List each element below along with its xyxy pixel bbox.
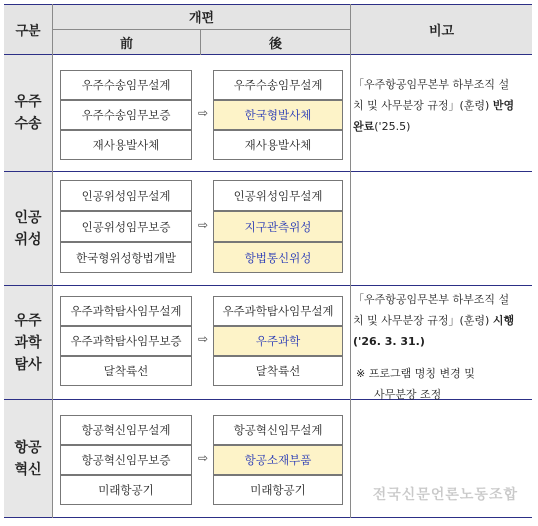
remark-emphasis: 완료 bbox=[353, 120, 375, 133]
remark-line bbox=[353, 95, 531, 116]
before-item bbox=[60, 130, 192, 160]
item-label: 우주수송임무설계 bbox=[81, 78, 171, 92]
arrow-icon: ⇨ bbox=[197, 332, 209, 346]
remark-line bbox=[353, 331, 531, 352]
before-item bbox=[60, 242, 192, 273]
before-item bbox=[60, 356, 192, 386]
before-item bbox=[60, 211, 192, 242]
category-aeronautics bbox=[4, 400, 52, 518]
rule-col-2 bbox=[350, 4, 351, 518]
arrow-icon: ⇨ bbox=[197, 106, 209, 120]
category-line: 수송 bbox=[14, 116, 42, 132]
item-label: 항공소재부품 bbox=[244, 453, 312, 467]
item-label: 재사용발사체 bbox=[244, 138, 312, 152]
remark-program-rename bbox=[356, 363, 532, 405]
rule-bottom bbox=[4, 517, 532, 518]
category-space-transport bbox=[4, 55, 52, 171]
category-line: 과학 bbox=[14, 334, 42, 351]
header-reorg bbox=[53, 4, 350, 29]
item-label: 우주수송임무보증 bbox=[81, 108, 171, 122]
category-line: 위성 bbox=[14, 231, 42, 248]
item-label: 우주과학탐사임무보증 bbox=[70, 334, 182, 348]
reorganization-table bbox=[4, 4, 532, 518]
rule-row-1 bbox=[4, 171, 532, 172]
item-label: 우주과학탐사임무설계 bbox=[222, 304, 334, 318]
rule-header bbox=[4, 54, 532, 55]
category-space-science bbox=[4, 286, 52, 399]
item-label: 우주과학 bbox=[255, 334, 301, 348]
item-label: 항공혁신임무설계 bbox=[233, 423, 323, 437]
item-label: 인공위성임무보증 bbox=[81, 219, 171, 234]
arrow-icon: ⇨ bbox=[197, 218, 209, 232]
item-label: 항공혁신임무보증 bbox=[81, 453, 171, 467]
remark-line bbox=[353, 116, 531, 137]
item-label: 재사용발사체 bbox=[92, 138, 160, 152]
remark-emphasis: 시행 bbox=[492, 314, 515, 327]
item-label: 한국형발사체 bbox=[244, 108, 312, 122]
rule-subheader bbox=[53, 29, 350, 30]
category-satellite bbox=[4, 172, 52, 285]
category-line: 탐사 bbox=[14, 356, 42, 373]
after-item-changed bbox=[213, 326, 343, 356]
item-label: 지구관측위성 bbox=[244, 219, 312, 234]
item-label: 미래항공기 bbox=[250, 483, 306, 497]
header-category bbox=[4, 4, 52, 54]
after-item bbox=[213, 130, 343, 160]
item-label: 미래항공기 bbox=[98, 483, 154, 497]
after-item bbox=[213, 356, 343, 386]
remark-line: 「우주항공임무본부 하부조직 설 bbox=[353, 293, 510, 306]
arrow-icon: ⇨ bbox=[197, 451, 209, 465]
category-line: 혁신 bbox=[14, 462, 42, 478]
after-item-changed bbox=[213, 242, 343, 273]
remark-emphasis: ('26. 3. 31.) bbox=[353, 335, 425, 348]
header-after bbox=[201, 30, 350, 54]
category-line: 우주 bbox=[14, 312, 42, 329]
after-item-changed bbox=[213, 100, 343, 130]
after-item-changed bbox=[213, 445, 343, 475]
after-item bbox=[213, 70, 343, 100]
remark-text: ('25.5) bbox=[374, 120, 411, 133]
category-line: 인공 bbox=[14, 209, 42, 226]
item-label: 항공혁신임무설계 bbox=[81, 423, 171, 437]
header-reorg-label: 개편 bbox=[188, 11, 215, 26]
before-item bbox=[60, 475, 192, 505]
after-item bbox=[213, 475, 343, 505]
header-remarks-label: 비고 bbox=[428, 23, 455, 39]
remark-line: 사무분장 조정 bbox=[374, 388, 442, 401]
remark-line bbox=[353, 310, 531, 331]
item-label: 항법통신위성 bbox=[244, 250, 312, 265]
after-item bbox=[213, 415, 343, 445]
item-label: 달착륙선 bbox=[255, 364, 301, 378]
after-item bbox=[213, 296, 343, 326]
remark-line: 「우주항공임무본부 하부조직 설 bbox=[353, 78, 510, 91]
category-line: 항공 bbox=[14, 440, 42, 456]
before-item bbox=[60, 296, 192, 326]
item-label: 달착륙선 bbox=[103, 364, 149, 378]
remark-regulation-applied bbox=[353, 74, 531, 137]
rule-col-1 bbox=[52, 4, 53, 518]
before-item bbox=[60, 326, 192, 356]
item-label: 한국형위성항법개발 bbox=[76, 250, 176, 265]
watermark: 전국신문언론노동조합 bbox=[372, 487, 518, 503]
before-item bbox=[60, 100, 192, 130]
item-label: 인공위성임무설계 bbox=[81, 188, 171, 203]
after-item bbox=[213, 180, 343, 211]
rule-col-mid bbox=[200, 29, 201, 55]
before-item bbox=[60, 415, 192, 445]
before-item bbox=[60, 180, 192, 211]
header-remarks bbox=[351, 4, 532, 54]
remark-text: 치 및 사무분장 규정」(훈령) bbox=[353, 314, 493, 327]
category-line: 우주 bbox=[14, 94, 42, 110]
item-label: 인공위성임무설계 bbox=[233, 188, 323, 203]
header-before bbox=[53, 30, 200, 54]
after-item-changed bbox=[213, 211, 343, 242]
remark-emphasis: 반영 bbox=[492, 99, 515, 112]
item-label: 우주과학탐사임무설계 bbox=[70, 304, 182, 318]
rule-row-2 bbox=[4, 285, 532, 286]
header-before-label: 前 bbox=[119, 36, 133, 52]
remark-line: ※ 프로그램 명칭 변경 및 bbox=[356, 367, 475, 380]
remark-text: 치 및 사무분장 규정」(훈령) bbox=[353, 99, 493, 112]
header-category-label: 구분 bbox=[15, 23, 41, 39]
before-item bbox=[60, 445, 192, 475]
header-after-label: 後 bbox=[268, 36, 282, 52]
rule-top bbox=[4, 4, 532, 5]
before-item bbox=[60, 70, 192, 100]
remark-regulation-effective bbox=[353, 289, 531, 352]
item-label: 우주수송임무설계 bbox=[233, 78, 323, 92]
